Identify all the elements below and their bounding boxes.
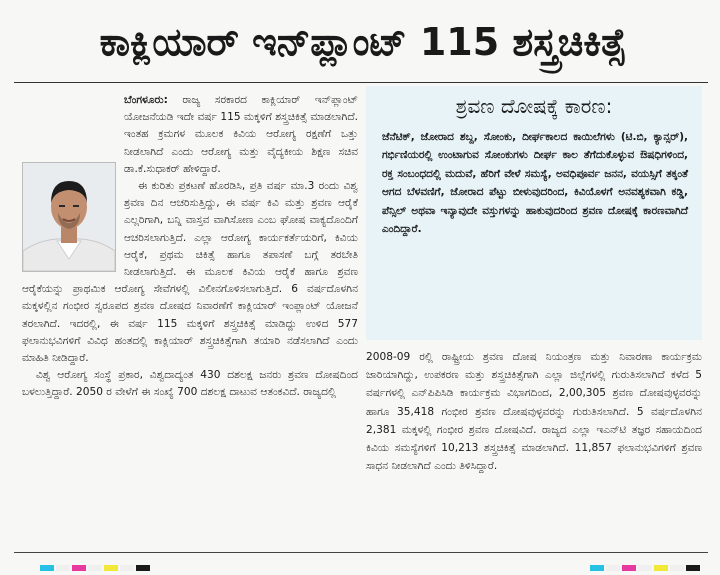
minister-photo (22, 162, 116, 272)
print-color-mark (638, 565, 652, 571)
article-right-column: 2008-09 ರಲ್ಲಿ ರಾಷ್ಟ್ರೀಯ ಶ್ರವಣ ದೋಷ ನಿಯಂತ್ರಣ ಮತ್ತು ನಿವಾರಣಾ ಕಾರ್ಯಕ್ರಮ ಜಾರಿಯಾಗಿದ್ದು, ಉಪಕರಣ ಮತ್ತು ಶಸ್ತ್ರಚಿಕಿತ್ಸೆಗಾಗಿ ಎಲ್ಲಾ ಜಿಲ್ಲೆಗಳಲ್ಲಿ ಗುರುತಿಸಲಾಗಿದೆ ಕಳೆದ 5 ವರ್ಷಗಳಲ್ಲಿ ಎನ್‌ಪಿಪಿಸಿಡಿ ಕಾರ್ಯಕ್ರಮ ವಿಭಾಗದಿಂದ, 2,00,305 ಶ್ರವಣ ದೋಷವುಳ್ಳವರನ್ನು ಹಾಗೂ 35,418 ಗಂಭೀರ ಶ್ರವಣ ದೋಷವುಳ್ಳವರನ್ನು ಗುರುತಿಸಲಾಗಿದೆ. 5 ವರ್ಷದೊಳಗಿನ 2,381 ಮಕ್ಕಳಲ್ಲಿ ಗಂಭೀರ ಶ್ರವಣ ದೋಷವಿದೆ. ರಾಜ್ಯದ ಎಲ್ಲಾ ಇಎನ್‌ಟಿ ತಜ್ಞರ ಸಹಾಯದಿಂದ ಕಿವಿಯ ಸಮಸ್ಯೆಗಳಿಗೆ 10,213 ಶಸ್ತ್ರಚಿಕಿತ್ಸೆ ಮಾಡಲಾಗಿದೆ. 11,857 ಫಲಾನುಭವಿಗಳಿಗೆ ಶ್ರವಣ ಸಾಧನ ನೀಡಲಾಗಿದೆ ಎಂದು ತಿಳಿಸಿದ್ದಾರೆ. (366, 351, 702, 473)
print-color-mark (120, 565, 134, 571)
print-color-mark (686, 565, 700, 571)
headline: ಕಾಕ್ಲಿಯಾರ್ ಇನ್‌ಪ್ಲಾಂಟ್ 115 ಶಸ್ತ್ರಚಿಕಿತ್ಸೆ (99, 20, 627, 64)
sidebar-title: ಶ್ರವಣ ದೋಷಕ್ಕೆ ಕಾರಣ: (455, 94, 613, 118)
article-paragraph: ವಿಶ್ವ ಆರೋಗ್ಯ ಸಂಸ್ಥೆ ಪ್ರಕಾರ, ವಿಶ್ವದಾದ್ಯಂತ 430 ದಶಲಕ್ಷ ಜನರು ಶ್ರವಣ ದೋಷದಿಂದ ಬಳಲುತ್ತಿದ್ದಾರೆ. 2050 ರ ವೇಳೆಗೆ ಈ ಸಂಖ್ಯೆ 700 ದಶಲಕ್ಷ ದಾಟುವ ಆತಂಕವಿದೆ. ರಾಜ್ಯದಲ್ಲಿ (22, 369, 358, 399)
print-color-mark (88, 565, 102, 571)
print-color-mark (56, 565, 70, 571)
print-registration-marks (590, 565, 710, 571)
bottom-divider (14, 552, 708, 553)
print-color-mark (104, 565, 118, 571)
print-color-mark (590, 565, 604, 571)
intro-text: ರಾಜ್ಯ ಸರಕಾರದ ಕಾಕ್ಲಿಯಾರ್ ಇನ್‌ಪ್ಲಾಂಟ್ ಯೋಜನೆಯಡಿ ಇದೇ ವರ್ಷ 115 ಮಕ್ಕಳಿಗೆ ಶಸ್ತ್ರಚಿಕಿತ್ಸೆ ಮಾಡಲಾಗಿದೆ. ಇಂತಹ ಕ್ರಮಗಳ ಮೂಲಕ ಕಿವಿಯ ಆರೋಗ್ಯ ರಕ್ಷಣೆಗೆ ಒತ್ತು ನೀಡಲಾಗಿದೆ ಎಂದು ಆರೋಗ್ಯ ಮತ್ತು ವೈದ್ಯಕೀಯ ಶಿಕ್ಷಣ ಸಚಿವ ಡಾ.ಕೆ.ಸುಧಾಕರ್ ಹೇಳಿದ್ದಾರೆ. (124, 94, 358, 175)
print-color-mark (670, 565, 684, 571)
print-registration-marks (40, 565, 190, 571)
print-color-mark (40, 565, 54, 571)
sidebar-text: ಜೆನೆಟಿಕ್, ಜೋರಾದ ಶಬ್ದ, ಸೋಂಕು, ದೀರ್ಘಕಾಲದ ಕಾಯಿಲೆಗಳು (ಟಿ.ಬಿ, ಕ್ಯಾನ್ಸರ್), ಗರ್ಭಿಣಿಯರಲ್ಲಿ ಉಂಟಾಗುವ ಸೋಂಕುಗಳು ದೀರ್ಘ ಕಾಲ ತೆಗೆದುಕೊಳ್ಳುವ ಔಷಧಿಗಳಿಂದ, ರಕ್ತ ಸಂಬಂಧದಲ್ಲಿ ಮದುವೆ, ಹೆರಿಗೆ ವೇಳೆ ಸಮಸ್ಯೆ, ಅವಧಿಪೂರ್ವ ಜನನ, ವಯಸ್ಸಿಗೆ ತಕ್ಕಂತೆ ಆಗದ ಬೆಳವಣಿಗೆ, ಜೋರಾದ ಪೆಟ್ಟು ಬೀಳುವುದರಿಂದ, ಕಿವಿಯೊಳಗೆ ಅನವಶ್ಯಕವಾಗಿ ಕಡ್ಡಿ, ಪೆನ್ಸಿಲ್ ಅಥವಾ ಇನ್ಯಾವುದೇ ವಸ್ತುಗಳನ್ನು ಹಾಕುವುದರಿಂದ ಶ್ರವಣ ದೋಷಕ್ಕೆ ಕಾರಣವಾಗಿದೆ ಎಂದಿದ್ದಾರೆ. (382, 131, 688, 236)
article-paragraph: ಈ ಕುರಿತು ಪ್ರಕಟಣೆ ಹೊರಡಿಸಿ, ಪ್ರತಿ ವರ್ಷ ಮಾ.3 ರಂದು ವಿಶ್ವ ಶ್ರವಣ ದಿನ ಆಚರಿಸುತ್ತಿದ್ದು, ಈ ವರ್ಷ ಕಿವಿ ಮತ್ತು ಶ್ರವಣ ಆರೈಕೆ ಎಲ್ಲರಿಗಾಗಿ, ಬನ್ನಿ ವಾಸ್ತವ ವಾಗಿಸೋಣ ಎಂಬ ಘೋಷ ವಾಕ್ಯದೊಂದಿಗೆ ಆಚರಿಸಲಾಗುತ್ತಿದೆ. ಎಲ್ಲಾ ಆರೋಗ್ಯ ಕಾರ್ಯಕರ್ತೆಯರಿಗೆ, ಕಿವಿಯ ಆರೈಕೆ, ಪ್ರಥಮ ಚಿಕಿತ್ಸೆ ಹಾಗೂ ತಪಾಸಣೆ ಬಗ್ಗೆ ತರಬೇತಿ ನೀಡಲಾಗುತ್ತಿದೆ. ಈ ಮೂಲಕ ಕಿವಿಯ ಆರೈಕೆ ಹಾಗೂ ಶ್ರವಣ ಆರೈಕೆಯನ್ನು ಪ್ರಾಥಮಿಕ ಆರೋಗ್ಯ ಸೇವೆಗಳಲ್ಲಿ ವಿಲೀನಗೊಳಿಸಲಾಗುತ್ತಿದೆ. 6 ವರ್ಷದೊಳಗಿನ ಮಕ್ಕಳಲ್ಲಿನ ಗಂಭೀರ ಸ್ವರೂಪದ ಶ್ರವಣ ದೋಷದ ನಿವಾರಣೆಗೆ ಕಾಕ್ಲಿಯಾರ್ ಇಂಪ್ಲಾಂಟ್ ಯೋಜನೆ ತರಲಾಗಿದೆ. ಇದರಲ್ಲಿ, ಈ ವರ್ಷ 115 ಮಕ್ಕಳಿಗೆ ಶಸ್ತ್ರಚಿಕಿತ್ಸೆ ಮಾಡಿದ್ದು ಉಳಿದ 577 ಫಲಾನುಭವಿಗಳಿಗೆ ವಿವಿಧ ಹಂತದಲ್ಲಿ ಕಾಕ್ಲಿಯಾರ್ ಶಸ್ತ್ರಚಿಕಿತ್ಸೆಗಾಗಿ ತಯಾರಿ ನಡೆಸಲಾಗಿದೆ ಎಂದು ಮಾಹಿತಿ ನೀಡಿದ್ದಾರೆ. (22, 180, 358, 365)
byline: ಬೆಂಗಳೂರು: (124, 94, 168, 106)
portrait-image (23, 163, 115, 271)
print-color-mark (654, 565, 668, 571)
print-color-mark (136, 565, 150, 571)
headline-divider (14, 82, 708, 83)
print-color-mark (606, 565, 620, 571)
article-left-column (22, 92, 358, 550)
print-color-mark (72, 565, 86, 571)
print-color-mark (622, 565, 636, 571)
causes-sidebar (366, 86, 702, 340)
